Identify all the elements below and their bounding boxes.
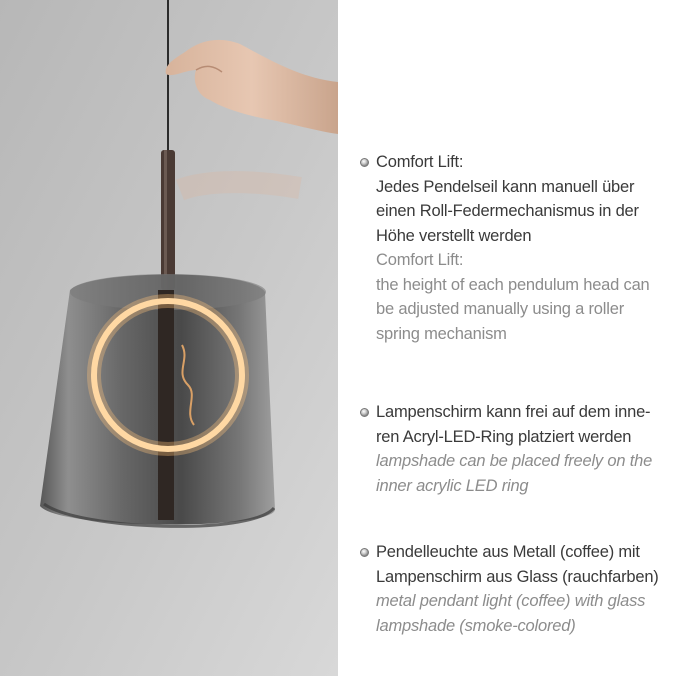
bullet-icon	[360, 158, 369, 167]
feature-text-line: inner acrylic LED ring	[376, 476, 529, 495]
feature-text-line: Lampenschirm aus Glass (rauchfarben)	[376, 567, 659, 586]
feature-text-line: lampshade can be placed freely on the	[376, 452, 653, 470]
feature-text-line: metal pendant light (coffee) with glass	[376, 592, 646, 610]
feature-text-line: Comfort Lift:	[376, 251, 464, 269]
feature-text-line: spring mechanism	[376, 324, 507, 343]
bullet-icon	[360, 408, 369, 417]
feature-list	[338, 0, 676, 676]
feature-text-line: Jedes Pendelseil kann manuell über	[376, 177, 635, 196]
feature-text-line: Höhe verstellt werden	[376, 226, 532, 245]
feature-text-line: Lampenschirm kann frei auf dem inne-	[376, 403, 651, 421]
feature-text-line: Pendelleuchte aus Metall (coffee) mit	[376, 543, 640, 561]
feature-text-line: lampshade (smoke-colored)	[376, 616, 576, 635]
feature-text-line: einen Roll-Federmechanismus in der	[376, 202, 639, 220]
feature-text-line: the height of each pendulum head can	[376, 275, 650, 294]
feature-text-line: be adjusted manually using a roller	[376, 300, 624, 318]
bullet-icon	[360, 548, 369, 557]
feature-text-line: ren Acryl-LED-Ring platziert werden	[376, 427, 632, 446]
feature-text-line: Comfort Lift:	[376, 153, 464, 171]
